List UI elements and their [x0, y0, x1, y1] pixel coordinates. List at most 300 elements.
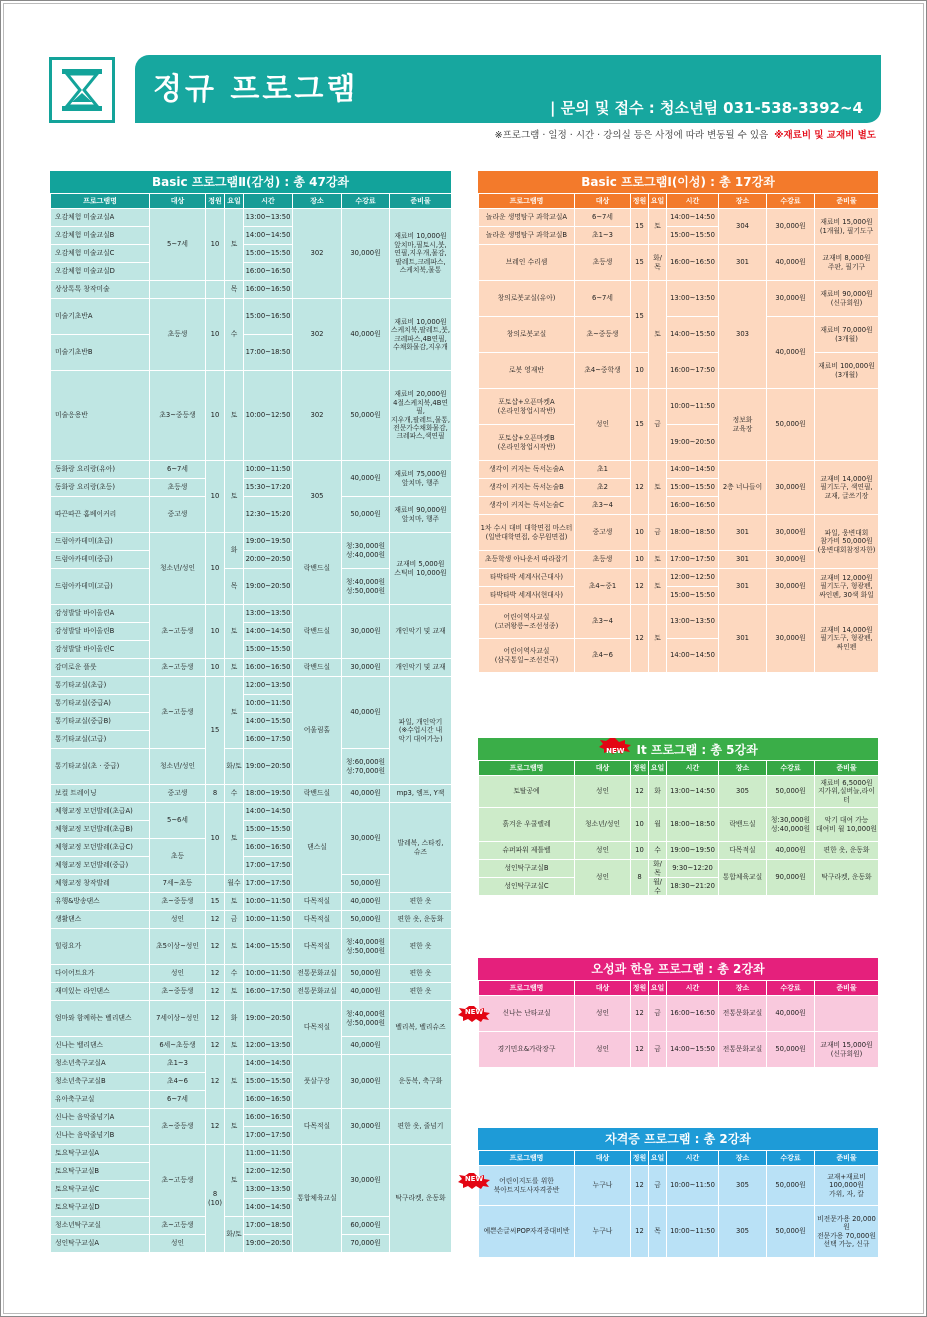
table-cell: 5~6세	[150, 803, 206, 839]
program-name: 체형교정 모던발레(초급C)	[51, 839, 150, 857]
table-cell: 청:40,000원 성:50,000원	[342, 929, 390, 965]
program-name: 흙겨운 우쿨렐레	[479, 808, 575, 842]
program-name: 토요탁구교실B	[51, 1163, 150, 1181]
table-cell: 14:00~15:50	[244, 713, 293, 731]
column-header: 장소	[719, 981, 767, 996]
table-cell: 화	[225, 533, 244, 569]
program-name: 신나는 음악줄넘기A	[51, 1109, 150, 1127]
table-cell: 토	[649, 281, 667, 389]
table-row	[51, 299, 452, 335]
table-cell: 30,000원	[767, 515, 815, 551]
table-cell: 10:00~11:50	[667, 1206, 719, 1258]
table-cell: 재료비 90,000원 (신규회원)	[815, 281, 879, 317]
table-cell: 편한 옷	[390, 965, 452, 983]
table-cell: 16:00~17:50	[667, 353, 719, 389]
table-cell: 10	[206, 533, 225, 605]
table-row	[51, 461, 452, 479]
table-cell: 6~7세	[575, 281, 631, 317]
table-cell: 편한 옷, 운동화	[390, 911, 452, 929]
table-cell: 20:00~20:50	[244, 551, 293, 569]
table-cell: 교재비 14,000원 필기도구, 형광펜, 싸인펜	[815, 605, 879, 673]
table-cell: 토	[225, 677, 244, 749]
table-cell: 14:00~14:50	[667, 639, 719, 673]
table-cell: 19:00~20:50	[244, 569, 293, 605]
table-cell: 19:00~19:50	[667, 842, 719, 860]
table-cell: 토	[225, 659, 244, 677]
table-cell: 12	[631, 996, 649, 1032]
table-cell: 중고생	[575, 515, 631, 551]
column-header: 수강료	[767, 981, 815, 996]
table-row	[51, 1055, 452, 1073]
table-cell: 10	[631, 808, 649, 842]
column-header: 정원	[631, 981, 649, 996]
table-cell: 7세이상~성인	[150, 1001, 206, 1037]
table-row	[479, 808, 879, 842]
table-row	[479, 842, 879, 860]
table-cell: 락밴드실	[293, 533, 342, 605]
table-cell: NEW	[464, 1175, 484, 1183]
table-cell: 재료비 6,5000원 지가위,실버늘,라이터	[815, 776, 879, 808]
table-cell: 벨리복, 벨리슈즈	[390, 1001, 452, 1055]
table-row	[51, 533, 452, 551]
table-cell: 재료비 90,000원 앞치마, 행주	[390, 497, 452, 533]
hourglass-icon	[58, 66, 106, 114]
table-cell: 19:00~20:50	[667, 425, 719, 461]
program-name: 감성발달 바이올린C	[51, 641, 150, 659]
table-cell: 댄스실	[293, 803, 342, 893]
table-cell	[815, 389, 879, 461]
table-cell: 탁구라켓, 운동화	[815, 860, 879, 896]
table-cell: 화	[649, 776, 667, 808]
table-cell: 토	[225, 983, 244, 1001]
header	[49, 55, 881, 123]
table-row	[479, 461, 879, 479]
table-row	[51, 1145, 452, 1163]
table-cell: 초4~중학생	[575, 353, 631, 389]
table-cell: 락밴드실	[293, 605, 342, 659]
column-header: 요일	[649, 981, 667, 996]
table-cell: 30,000원	[767, 461, 815, 515]
table-cell: 50,000원	[767, 1032, 815, 1068]
table-cell: 40,000원	[767, 996, 815, 1032]
table-cell: 30,000원	[342, 1109, 390, 1145]
table-cell: 305	[719, 1166, 767, 1206]
table-cell	[206, 281, 225, 299]
column-header: 요일	[649, 761, 667, 776]
column-header: 대상	[575, 1151, 631, 1166]
table-cell: 17:00~17:50	[244, 875, 293, 893]
page-title: 정규 프로그램	[153, 72, 359, 107]
table-cell: 301	[719, 515, 767, 551]
table-cell: 40,000원	[767, 245, 815, 281]
program-name: 체형교정 모던발레(초급A)	[51, 803, 150, 821]
table-cell: 초~중등생	[575, 317, 631, 353]
table-cell: 2층 너나들이	[719, 461, 767, 515]
table-row	[51, 194, 452, 209]
table-cell: 교재+재료비 100,000원 가위, 자, 칼	[815, 1166, 879, 1206]
table-cell: NEW	[464, 1008, 484, 1016]
table-cell: 30,000원	[767, 209, 815, 245]
program-name: 성인탁구교실B	[479, 860, 575, 878]
table-cell: 19:00~20:50	[244, 1001, 293, 1037]
table-cell: 12:00~13:50	[244, 1037, 293, 1055]
cert-title: 자격증 프로그램 : 총 2강좌	[478, 1128, 878, 1150]
table-cell: 화/토	[225, 749, 244, 785]
table-cell: 12	[206, 1055, 225, 1109]
program-name: 통기타교실(고급)	[51, 731, 150, 749]
table-cell: 재료비 100,000원 (3개월)	[815, 353, 879, 389]
program-name: 드럼아카데미(초급)	[51, 533, 150, 551]
program-name: 토요탁구교실A	[51, 1145, 150, 1163]
table-cell	[815, 996, 879, 1032]
table-row	[479, 761, 879, 776]
table-cell: 다목적실	[293, 1001, 342, 1055]
table-cell: 12	[631, 569, 649, 605]
table-cell: 초3~4	[575, 497, 631, 515]
table-cell: 14:00~15:50	[667, 317, 719, 353]
basic1-section	[478, 171, 878, 673]
table-cell: 302	[293, 209, 342, 299]
program-name: 포토샵+오픈마켓A (온라인창업시작반)	[479, 389, 575, 425]
table-cell: 10	[206, 299, 225, 371]
table-cell: 재료비 20,000원 4절스케치북,4B연필, 지우개,팔레트,물통, 전문가수채화물감, 크레파스,색연필	[390, 371, 452, 461]
contact-info: | 문의 및 접수 : 청소년팀 031-538-3392~4	[549, 99, 863, 117]
table-cell: 40,000원	[342, 1037, 390, 1055]
column-header: 프로그램명	[479, 761, 575, 776]
table-cell: 8	[631, 860, 649, 896]
table-cell: 청:60,000원 성:70,000원	[342, 749, 390, 785]
table-cell: 16:00~17:50	[244, 731, 293, 749]
table-cell: 12:30~15:20	[244, 497, 293, 533]
column-header: 프로그램명	[479, 981, 575, 996]
table-cell: 초등생	[150, 479, 206, 497]
program-name: 힐링요가	[51, 929, 150, 965]
program-name: 체형교정 모던발레(초급B)	[51, 821, 150, 839]
program-name: 감미로운 플룻	[51, 659, 150, 677]
table-cell: 금	[225, 911, 244, 929]
table-cell: 50,000원	[342, 497, 390, 533]
basic2-section	[50, 171, 451, 1253]
table-row	[479, 194, 879, 209]
table-cell: 16:00~17:50	[244, 983, 293, 1001]
table-row	[479, 605, 879, 639]
table-cell: 초3~4	[575, 605, 631, 639]
table-cell: 교재비 15,000원 (신규회원)	[815, 1032, 879, 1068]
table-cell: 8	[206, 785, 225, 803]
table-cell: 초2	[575, 479, 631, 497]
table-cell: 성인	[575, 1032, 631, 1068]
table-row	[479, 776, 879, 808]
table-row	[479, 996, 879, 1032]
table-cell: 교재비 5,000원 스틱비 10,000원	[390, 533, 452, 605]
column-header: 정원	[631, 1151, 649, 1166]
table-cell: 금	[649, 1032, 667, 1068]
program-name: 다이어트요가	[51, 965, 150, 983]
program-name: 미술응용반	[51, 371, 150, 461]
table-cell: 16:00~16:50	[244, 839, 293, 857]
table-cell: 14:00~14:50	[244, 803, 293, 821]
cert-section	[478, 1128, 878, 1258]
program-name: 성인탁구교실A	[51, 1235, 150, 1253]
column-header: 준비물	[815, 761, 879, 776]
program-name: 통기타교실(초급)	[51, 677, 150, 695]
table-cell: 토	[225, 209, 244, 281]
table-cell: 초~고등생	[150, 659, 206, 677]
table-cell: 16:00~16:50	[244, 263, 293, 281]
table-cell: 다목적실	[719, 842, 767, 860]
table-cell: 토	[649, 461, 667, 515]
table-cell: 토	[225, 929, 244, 965]
table-cell: 12:00~12:50	[667, 569, 719, 587]
table-cell: 40,000원	[767, 842, 815, 860]
table-cell: 12	[631, 605, 649, 673]
table-cell: 10:00~11:50	[667, 389, 719, 425]
table-cell: 14:00~14:50	[244, 1199, 293, 1217]
table-cell: 14:00~14:50	[244, 1055, 293, 1073]
column-header: 수강료	[767, 761, 815, 776]
notice	[495, 127, 876, 141]
table-cell: NEW	[606, 747, 625, 755]
basic2-table	[50, 193, 452, 1253]
table-cell: 16:00~16:50	[667, 245, 719, 281]
table-cell: 30,000원	[767, 605, 815, 673]
table-cell: 15	[206, 677, 225, 785]
basic2-title: Basic 프로그램Ⅱ(감성) : 총 47강좌	[50, 171, 451, 193]
program-name: 어린이역사교실 (고려왕릉~조선성종)	[479, 605, 575, 639]
table-cell: 금	[649, 996, 667, 1032]
table-cell: 14:00~14:50	[667, 461, 719, 479]
table-cell: 초~중등생	[150, 893, 206, 911]
table-cell: 재료비 75,000원 앞치마, 행주	[390, 461, 452, 497]
table-cell: 301	[719, 245, 767, 281]
table-cell: 청소년/성인	[150, 749, 206, 785]
column-header: 시간	[667, 761, 719, 776]
table-row	[479, 1206, 879, 1258]
table-cell: 18:00~18:50	[667, 515, 719, 551]
table-cell: 16:00~16:50	[244, 281, 293, 299]
table-cell: 17:00~17:50	[667, 551, 719, 569]
table-cell: 다목적실	[293, 929, 342, 965]
table-cell: 10:00~11:50	[244, 461, 293, 479]
program-name: 예쁜손글씨POP자격증대비반	[479, 1206, 575, 1258]
table-cell: 편한 옷	[390, 983, 452, 1001]
program-name: 경기민요&가락장구	[479, 1032, 575, 1068]
table-cell: 13:00~13:50	[667, 605, 719, 639]
program-name: 어린이역사교실 (삼국통일~조선건국)	[479, 639, 575, 673]
column-header: 장소	[293, 194, 342, 209]
table-cell: 40,000원	[342, 893, 390, 911]
program-name: 창의로봇교실(유아)	[479, 281, 575, 317]
table-cell: 12	[631, 1166, 649, 1206]
table-cell: 40,000원	[342, 461, 390, 497]
program-name: 창의로봇교실	[479, 317, 575, 353]
table-cell: 청소년/성인	[575, 808, 631, 842]
program-name: 토요탁구교실C	[51, 1181, 150, 1199]
table-row	[479, 353, 879, 389]
table-cell: 12	[206, 929, 225, 965]
table-cell: It 프로그램 : 총 5강좌	[636, 743, 758, 757]
table-cell: 10	[631, 842, 649, 860]
table-row	[51, 803, 452, 821]
program-name: 체형교정 창작발레	[51, 875, 150, 893]
table-cell: 14:00~14:50	[667, 209, 719, 227]
table-cell: 청:40,000원 성:50,000원	[342, 569, 390, 605]
title-bar	[135, 55, 881, 123]
table-cell: 다목적실	[293, 911, 342, 929]
table-cell: 청소년/성인	[150, 533, 206, 605]
table-cell: 15	[631, 389, 649, 461]
table-cell: 18:00~18:50	[667, 808, 719, 842]
table-row	[51, 1109, 452, 1127]
table-cell: 301	[719, 569, 767, 605]
table-cell: 월/수	[649, 878, 667, 896]
program-name: 토요탁구교실D	[51, 1199, 150, 1217]
table-cell: 14:00~14:50	[244, 623, 293, 641]
table-cell: 14:00~14:50	[244, 227, 293, 245]
table-row	[51, 965, 452, 983]
table-cell: 18:30~21:20	[667, 878, 719, 896]
table-cell: 12:00~12:50	[244, 1163, 293, 1181]
program-name: 통기타교실(중급B)	[51, 713, 150, 731]
program-name: 타박타박 세계사(현대사)	[479, 587, 575, 605]
table-cell: 19:00~20:50	[244, 749, 293, 785]
table-cell: 초4~6	[150, 1073, 206, 1091]
table-row	[479, 569, 879, 587]
table-row	[51, 983, 452, 1001]
program-name: 재미있는 라인댄스	[51, 983, 150, 1001]
table-cell: 초~고등생	[150, 1145, 206, 1217]
table-cell: 30,000원	[342, 803, 390, 875]
column-header: 요일	[649, 194, 667, 209]
table-row	[479, 389, 879, 425]
table-cell: 누구나	[575, 1166, 631, 1206]
table-cell: 토	[649, 569, 667, 605]
table-cell: 305	[719, 776, 767, 808]
table-cell: 교재비 14,000원 필기도구, 색연필, 교재, 글쓰기장	[815, 461, 879, 515]
column-header: 정원	[631, 761, 649, 776]
table-cell: 전통문화교실	[293, 965, 342, 983]
table-cell: 파일, 개인악기 (※수업시간 내 악기 대여가능)	[390, 677, 452, 785]
basic1-title: Basic 프로그램Ⅰ(이성) : 총 17강좌	[478, 171, 878, 193]
program-name: 어린이지도를 위한 북아트지도사자격증반	[479, 1166, 575, 1206]
table-cell: 12	[206, 965, 225, 983]
table-cell: 화/목	[649, 860, 667, 878]
table-cell: 성인	[575, 389, 631, 461]
table-cell: 교재비 8,000원 주판, 필기구	[815, 245, 879, 281]
table-cell: 청:30,000원 성:40,000원	[342, 533, 390, 569]
table-cell: 개인악기 및 교재	[390, 659, 452, 677]
table-row	[479, 317, 879, 353]
table-cell: 30,000원	[767, 281, 815, 317]
table-cell: 화/목	[649, 245, 667, 281]
table-cell: 토	[649, 209, 667, 245]
table-cell: 토	[225, 1145, 244, 1217]
table-cell: 14:00~15:50	[667, 1032, 719, 1068]
table-cell: 성인	[575, 842, 631, 860]
table-row	[51, 497, 452, 533]
table-cell: 13:00~13:50	[244, 1181, 293, 1199]
table-cell: 탁구라켓, 운동화	[390, 1145, 452, 1253]
table-cell: 10:00~11:50	[244, 695, 293, 713]
table-cell: 13:00~13:50	[244, 209, 293, 227]
table-cell: 15	[631, 209, 649, 245]
table-cell: 락밴드실	[293, 659, 342, 677]
table-cell: 19:00~20:50	[244, 1235, 293, 1253]
program-name: 신나는 벨리댄스	[51, 1037, 150, 1055]
program-name: 슈퍼파워 제틀벨	[479, 842, 575, 860]
table-row	[51, 677, 452, 695]
table-cell: 17:00~18:50	[244, 1217, 293, 1235]
table-cell: 5~7세	[150, 209, 206, 281]
table-cell: 초~중등생	[150, 1109, 206, 1145]
column-header: 준비물	[815, 194, 879, 209]
table-row	[479, 515, 879, 551]
table-cell: 토	[225, 605, 244, 659]
program-name: 통기타교실(중급A)	[51, 695, 150, 713]
table-cell: 13:00~13:50	[244, 605, 293, 623]
program-name: 생각이 커지는 독서논술C	[479, 497, 575, 515]
table-cell: 50,000원	[342, 965, 390, 983]
table-cell: 초등생	[575, 551, 631, 569]
table-cell: 12	[206, 1001, 225, 1037]
new-badge	[598, 738, 632, 754]
table-cell: 301	[719, 605, 767, 673]
table-cell: 30,000원	[342, 605, 390, 659]
column-header: 시간	[667, 981, 719, 996]
table-cell	[206, 875, 225, 893]
table-cell: 60,000원	[342, 1217, 390, 1235]
program-name: 동화랑 요리랑(초등)	[51, 479, 150, 497]
table-cell: 18:00~19:50	[244, 785, 293, 803]
table-cell: 교재비 12,000원 필기도구, 형광펜, 싸인펜, 30색 화일	[815, 569, 879, 605]
program-name: 감성발달 바이올린B	[51, 623, 150, 641]
program-name: 청소년탁구교실	[51, 1217, 150, 1235]
table-cell: 50,000원	[342, 371, 390, 461]
table-cell: 전통문화교실	[719, 996, 767, 1032]
table-cell: 수	[225, 299, 244, 371]
table-cell: 15:00~15:50	[244, 1073, 293, 1091]
table-cell: 30,000원	[767, 551, 815, 569]
table-cell: 10	[631, 353, 649, 389]
it-section	[478, 738, 878, 896]
table-cell: 12	[631, 1032, 649, 1068]
program-name: 놀라운 생명탐구 과학교실A	[479, 209, 575, 227]
oseong-table	[478, 980, 879, 1068]
table-cell: 12	[631, 776, 649, 808]
program-name: 1차 수시 대비 대학면접 마스터 (일반대학면접, 승무원면접)	[479, 515, 575, 551]
table-cell: 화/토	[225, 1217, 244, 1253]
table-cell: 다목적실	[293, 1109, 342, 1145]
table-cell: 10	[631, 551, 649, 569]
table-cell: 7세~초등	[150, 875, 206, 893]
program-name: 생활댄스	[51, 911, 150, 929]
table-cell: 10:00~11:50	[244, 911, 293, 929]
table-cell: 편한 옷	[390, 929, 452, 965]
program-name: 브레인 수리셈	[479, 245, 575, 281]
table-cell: 편한 옷, 운동화	[815, 842, 879, 860]
notice-text: ※프로그램 · 일정 · 시간 · 강의실 등은 사정에 따라 변동될 수 있음	[494, 130, 769, 141]
table-cell: 목	[225, 569, 244, 605]
table-cell: 50,000원	[767, 389, 815, 461]
table-cell: 40,000원	[342, 299, 390, 371]
table-row	[479, 209, 879, 227]
table-cell: 10	[206, 803, 225, 875]
table-cell: 303	[719, 281, 767, 389]
program-name: 생각이 커지는 독서논술A	[479, 461, 575, 479]
table-row	[51, 371, 452, 461]
oseong-title: 오성과 한음 프로그램 : 총 2강좌	[478, 958, 878, 980]
table-cell: 15:00~15:50	[244, 641, 293, 659]
